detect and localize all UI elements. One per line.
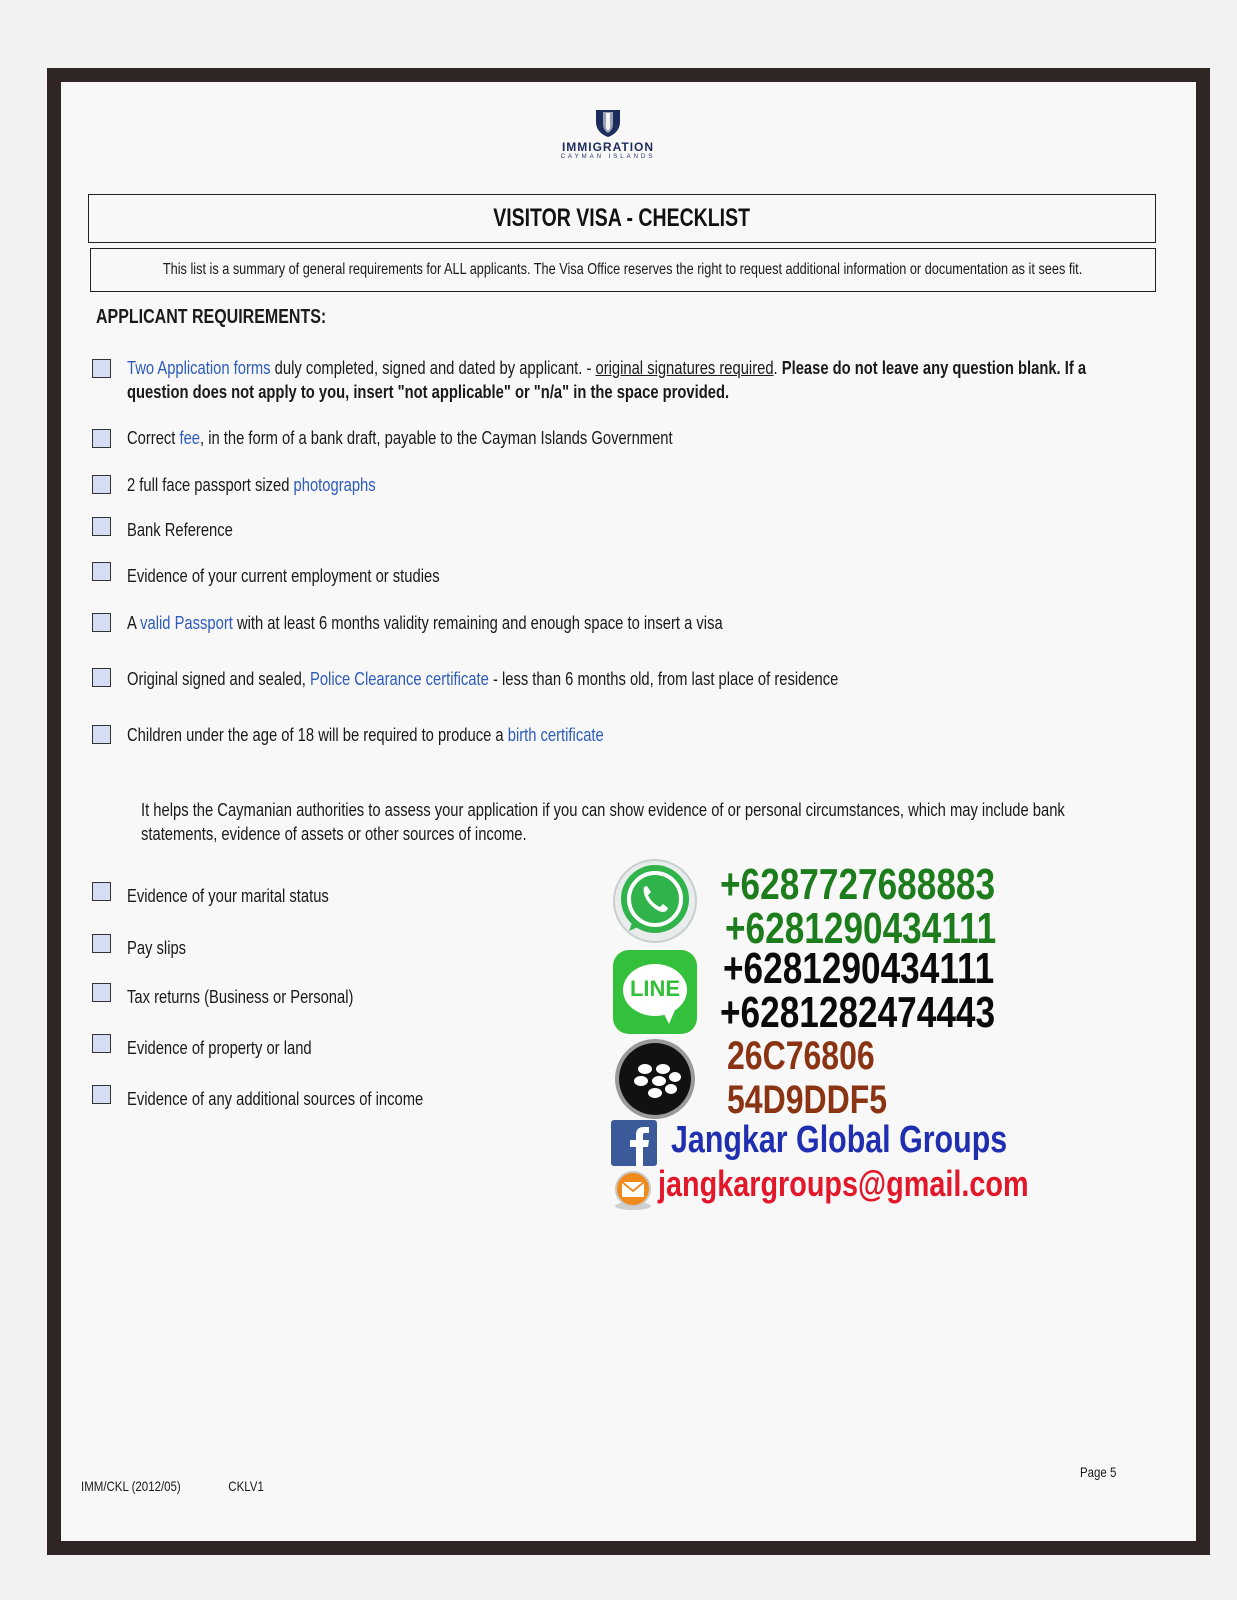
birth-certificate-link[interactable]: birth certificate (507, 725, 604, 745)
list-item-bank-reference: Bank Reference (127, 520, 233, 540)
list-item-marital-status: Evidence of your marital status (127, 886, 329, 906)
whatsapp-number-1: +6287727688883 (720, 860, 996, 909)
summary-text: This list is a summary of general requirements for ALL applicants. The Visa Office reserves the right to request additional information or documentation as it sees fit. (163, 261, 1083, 278)
footer-codes (81, 1478, 264, 1494)
line-logo-text: LINE (629, 976, 681, 1001)
page-title: VISITOR VISA - CHECKLIST (493, 204, 751, 232)
application-forms-link[interactable]: Two Application forms (127, 358, 271, 378)
fee-link[interactable]: fee (179, 428, 201, 448)
checkbox-employment[interactable] (92, 562, 111, 581)
document-page (47, 68, 1210, 1555)
list-item-photographs: 2 full face passport sized photographs (127, 475, 376, 495)
checkbox-bank-reference[interactable] (92, 517, 111, 536)
checkbox-photographs[interactable] (92, 475, 111, 494)
list-item-birth-certificate: Children under the age of 18 will be required to produce a birth certificate (127, 725, 604, 745)
shield-icon (594, 108, 622, 138)
bbm-pin-2: 54D9DDF5 (727, 1078, 888, 1122)
email-address[interactable]: jangkargroups@gmail.com (658, 1163, 1029, 1204)
checkbox-passport[interactable] (92, 613, 111, 632)
checkbox-marital-status[interactable] (92, 882, 111, 901)
list-item-employment: Evidence of your current employment or studies (127, 566, 440, 586)
checkbox-fee[interactable] (92, 429, 111, 448)
list-item-fee: Correct fee, in the form of a bank draft, payable to the Cayman Islands Government (127, 428, 673, 448)
logo-title: IMMIGRATION (561, 140, 655, 154)
title-box (88, 194, 1156, 243)
line-number-1: +6281290434111 (723, 944, 995, 993)
line-number-2: +6281282474443 (720, 988, 996, 1037)
summary-box (90, 248, 1156, 292)
list-item-passport: A valid Passport with at least 6 months validity remaining and enough space to insert a visa (127, 613, 723, 633)
page-number: Page 5 (1080, 1464, 1117, 1480)
checkbox-tax-returns[interactable] (92, 983, 111, 1002)
blank-question-note: question does not apply to you, insert "not applicable" or "n/a" in the space provided. (127, 382, 730, 402)
form-id: CKLV1 (228, 1478, 264, 1494)
list-item-pay-slips: Pay slips (127, 938, 187, 958)
checkbox-application-forms[interactable] (92, 359, 111, 378)
checkbox-birth-certificate[interactable] (92, 725, 111, 744)
checkbox-police-clearance[interactable] (92, 668, 111, 687)
police-clearance-link[interactable]: Police Clearance certificate (309, 669, 489, 689)
list-item-application-forms: Two Application forms duly completed, signed and dated by applicant. - original signatures required. Please do not leave any question blank. If a question does not apply to you, insert "not applicable" or "n/a" in the space provided. (127, 358, 1087, 402)
email-icon (611, 1170, 655, 1210)
facebook-icon (611, 1120, 657, 1166)
original-signatures-note: original signatures required (595, 358, 774, 378)
list-item-tax-returns: Tax returns (Business or Personal) (127, 987, 354, 1007)
immigration-logo (513, 108, 703, 172)
whatsapp-icon (611, 857, 701, 947)
supporting-evidence-paragraph: It helps the Caymanian authorities to assess your application if you can show evidence of or personal circumstances, which may include bank statements, evidence of assets or other sources of income. (141, 800, 1065, 844)
list-item-police-clearance: Original signed and sealed, Police Clearance certificate - less than 6 months old, from last place of residence (127, 669, 839, 689)
logo-subtitle: CAYMAN ISLANDS (560, 154, 656, 160)
facebook-name[interactable]: Jangkar Global Groups (671, 1119, 1008, 1161)
line-app-icon (611, 948, 699, 1036)
bbm-pin-1: 26C76806 (727, 1034, 875, 1078)
valid-passport-link[interactable]: valid Passport (140, 613, 233, 633)
checkbox-additional-income[interactable] (92, 1085, 111, 1104)
list-item-additional-income: Evidence of any additional sources of income (127, 1089, 424, 1109)
checkbox-pay-slips[interactable] (92, 934, 111, 953)
checkbox-property[interactable] (92, 1034, 111, 1053)
form-code: IMM/CKL (2012/05) (81, 1478, 181, 1494)
whatsapp-number-2: +6281290434111 (725, 904, 997, 953)
blackberry-messenger-icon (611, 1037, 701, 1123)
section-heading: APPLICANT REQUIREMENTS: (96, 306, 327, 328)
list-item-property: Evidence of property or land (127, 1038, 312, 1058)
photographs-link[interactable]: photographs (293, 475, 376, 495)
